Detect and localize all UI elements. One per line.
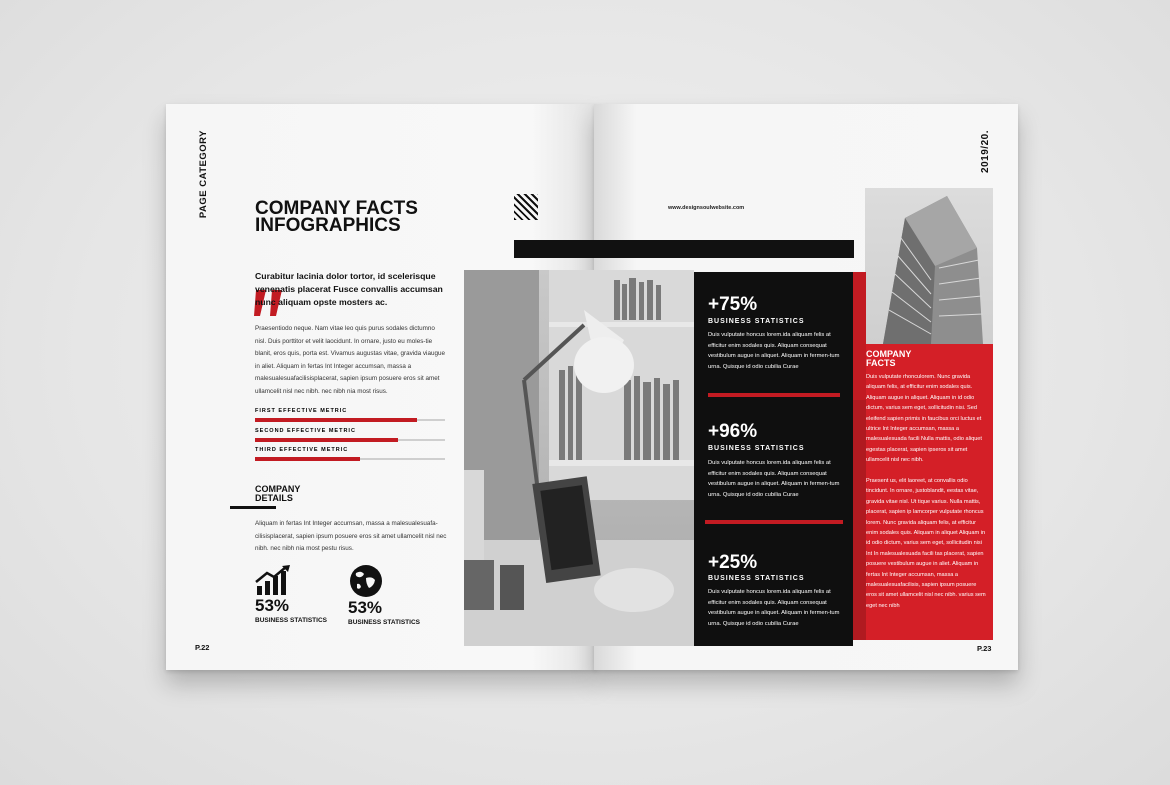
body-text: Praesentiodo neque. Nam vitae leo quis purus sodales dictumno nisl. Duis porttitor et velit laocidunt. In ornare, justo eu moles-tie blanit, eros quis, porta est. Vivamus augustas vitae, gravida viaugue in aliet. Aliquam in fertas Int Integer accumsan, massa a malesualesuafacilisisplacerat, sapien ipsum posuere eros sit amet ullamcelit nisl nec nibh. nec nibh nia most risus. bbox=[255, 325, 445, 395]
details-title-line-1: COMPANY bbox=[255, 484, 301, 494]
stat-divider-2 bbox=[705, 520, 843, 524]
facts-text-1: Duis vulputate rhonculorem. Nunc gravida aliquam felis, at efficitur enim sodales quis. Aliquam augue in aliquet. Aliquam in id odio dictum, varius sem eget, sollicitudin nisi. Sed eleifend sapien primis in faucibus orci luctus et ultrice Int Integer accumsan, massa a malesualesuada facili Nulla mattis, odio aliquet egestas placerat, sapien ipseros sit amet ullamcelit nisl nec nibh. bbox=[866, 374, 982, 464]
red-side-strip-top bbox=[852, 272, 866, 400]
page-number-right: P.23 bbox=[977, 644, 992, 653]
metric-bar-1 bbox=[255, 418, 417, 422]
lead-text: Curabitur lacinia dolor tortor, id scelerisque venenatis placerat Fusce convallis accumsan nunc aliquam opste mosters ac. bbox=[255, 271, 443, 307]
hatched-square bbox=[514, 194, 538, 220]
metric-bar-2 bbox=[255, 438, 398, 442]
facts-title-line-2: FACTS bbox=[866, 358, 896, 368]
stat-1-text: Duis vulputate honcus lorem.ida aliquam felis at efficitur enim sodales quis. Aliquam consequat vestibulum augue in aliquet. Aliquam in fermen-tum urna. Quisque id odio cubilia Curae bbox=[708, 332, 840, 370]
stat-2-text: Duis vulputate honcus lorem.ida aliquam felis at efficitur enim sodales quis. Aliquam consequat vestibulum augue in aliquet. Aliquam in fermen-tum urna. Quisque id odio cubilia Curae bbox=[708, 460, 840, 498]
stat-2-label: BUSINESS STATISTICS bbox=[708, 445, 805, 452]
stat-3-value: +25% bbox=[708, 552, 758, 573]
title-line-1: COMPANY FACTS bbox=[255, 198, 418, 219]
stat-3-label: BUSINESS STATISTICS bbox=[708, 575, 805, 582]
stats-panel bbox=[693, 272, 853, 646]
details-underline bbox=[230, 506, 276, 509]
page-number-left: P.22 bbox=[195, 643, 210, 652]
metrics-group bbox=[255, 406, 447, 466]
metric-bar-3 bbox=[255, 457, 360, 461]
company-facts-panel bbox=[865, 344, 993, 640]
office-photo bbox=[464, 270, 694, 646]
stat-left-1-value: 53% bbox=[255, 596, 290, 615]
stat-divider-1 bbox=[708, 393, 840, 397]
title-line-2: INFOGRAPHICS bbox=[255, 215, 401, 236]
page-title bbox=[255, 200, 418, 234]
metric-label-2: SECOND EFFECTIVE METRIC bbox=[255, 428, 356, 434]
stat-left-2-value: 53% bbox=[348, 598, 383, 617]
building-photo bbox=[865, 188, 993, 344]
facts-title bbox=[866, 350, 911, 368]
facts-title-line-1: COMPANY bbox=[866, 349, 912, 359]
website-url: www.designsoulwebsite.com bbox=[668, 205, 745, 211]
stat-3-text: Duis vulputate honcus lorem.ida aliquam felis at efficitur enim sodales quis. Aliquam consequat vestibulum augue in aliquet. Aliquam in fermen-tum urna. Quisque id odio cubilia Curae bbox=[708, 589, 840, 627]
year-label: 2019/20. bbox=[980, 130, 991, 173]
metric-label-1: FIRST EFFECTIVE METRIC bbox=[255, 408, 348, 414]
details-title-line-2: DETAILS bbox=[255, 493, 293, 503]
stat-1-value: +75% bbox=[708, 294, 758, 315]
details-text: Aliquam in fertas Int Integer accumsan, massa a malesualesuafa-cilisisplacerat, sapien ipsum posuere eros sit amet ullamcelit nisl nec nibh. nec nibh nia most pestu risus. bbox=[255, 520, 447, 552]
page-category-label: PAGE CATEGORY bbox=[198, 130, 209, 219]
bar-chart-arrow-icon bbox=[255, 564, 295, 596]
stat-left-1-label: BUSINESS STATISTICS bbox=[255, 617, 327, 624]
red-side-strip bbox=[852, 400, 866, 640]
details-title bbox=[255, 485, 300, 503]
stat-2-value: +96% bbox=[708, 421, 758, 442]
metric-label-3: THIRD EFFECTIVE METRIC bbox=[255, 447, 349, 453]
globe-icon bbox=[348, 564, 384, 598]
header-bar bbox=[514, 240, 854, 258]
facts-text-2: Praesent us, elit laoreet, at convallis odio tincidunt. In ornare, justoblandit, eestas vitae, gravida vitae nisl. Ut tique varius. Nulla mattis, placerat, sapien ip lamcorper vulputate rhoncus lorem. Nunc gravida aliquam felis, at efficitur enim sodales quis. Aliquam in aliquet Aliquam in id odio dictum, varius sem eget, sollicitudin nisi Int In malesualesuada facili tas placerat, sapien posuere vestibulum augue in aliet. Aliquam in fertas Int Integer accumsan, massa a malesualesuafacilisis, sapien ipsum posuere eros sit amet ullamcelit nisl nec nibh. varius sem eget nec nibh bbox=[866, 478, 986, 609]
stat-left-2-label: BUSINESS STATISTICS bbox=[348, 619, 420, 626]
stat-1-label: BUSINESS STATISTICS bbox=[708, 318, 805, 325]
